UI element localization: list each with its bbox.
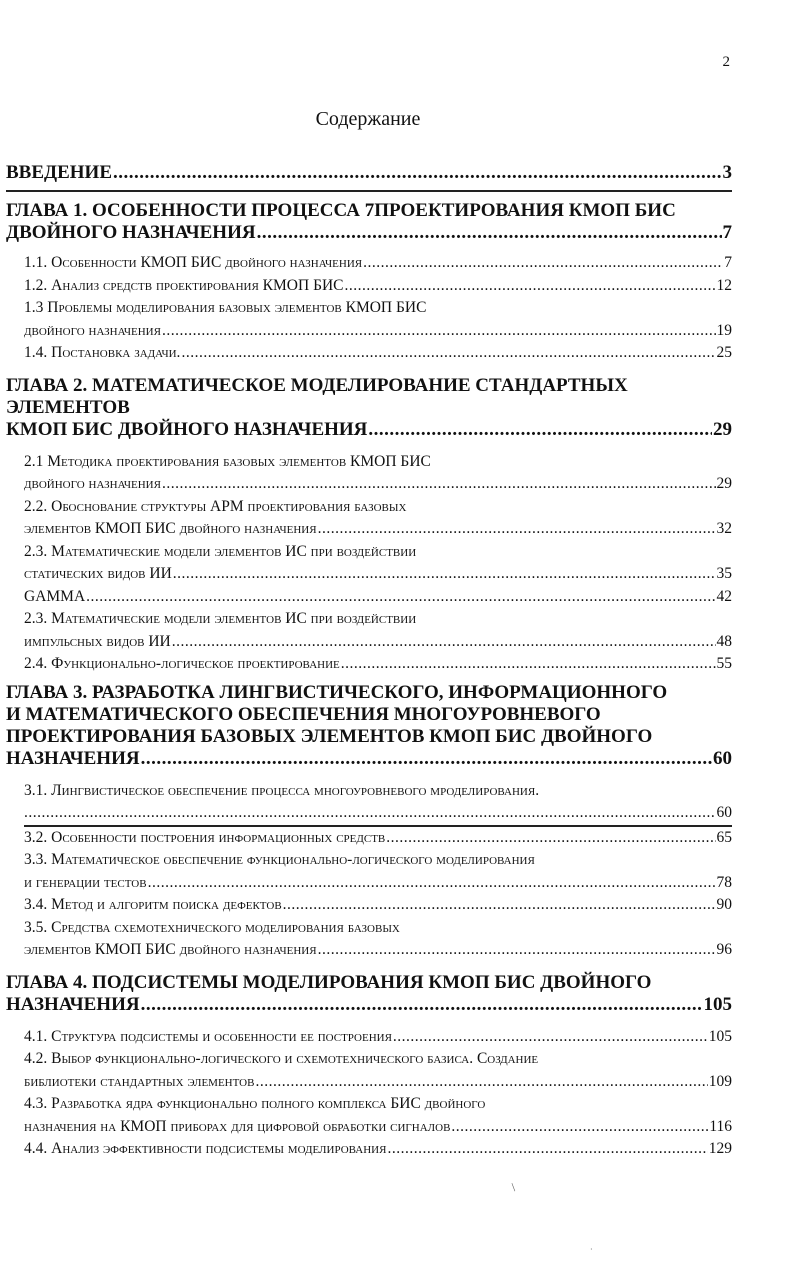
- toc-entry-chapter-1[interactable]: [6, 200, 732, 244]
- toc-entry-title: 2.2. Обоснование структуры АРМ проектирования базовых: [24, 497, 407, 515]
- toc-entry-title-cont: и генерации тестов: [24, 873, 147, 891]
- toc-page-number: 48: [716, 632, 732, 650]
- dot-leader: [393, 1026, 708, 1049]
- toc-entry-title: 1.4. Постановка задачи.: [24, 344, 181, 361]
- scan-mark: ·: [590, 1245, 593, 1254]
- toc-entry-title-cont: ПРОЕКТИРОВАНИЯ БАЗОВЫХ ЭЛЕМЕНТОВ КМОП БИС ДВОЙНОГО: [6, 725, 653, 747]
- dot-leader: [318, 518, 716, 541]
- dot-leader: [257, 222, 722, 244]
- toc-entry-4-4[interactable]: [6, 1138, 732, 1161]
- toc-entry-3-4[interactable]: [6, 894, 732, 917]
- dot-leader: [341, 653, 716, 676]
- toc-entry-introduction[interactable]: [6, 162, 732, 184]
- toc-entry-title: ВВЕДЕНИЕ: [6, 162, 112, 183]
- dot-leader: [368, 419, 712, 441]
- dot-leader: [255, 1071, 707, 1094]
- divider: [6, 190, 732, 192]
- toc-entry-title: ГЛАВА 2. МАТЕМАТИЧЕСКОЕ МОДЕЛИРОВАНИЕ СТАНДАРТНЫХ: [6, 374, 628, 396]
- dot-leader: [162, 320, 716, 343]
- page-number: 2: [722, 54, 730, 70]
- toc-entry-title-cont: элементов КМОП БИС двойного назначения: [24, 520, 317, 537]
- toc-entry-chapter-2[interactable]: [6, 375, 732, 441]
- toc-page-number: 105: [703, 993, 732, 1015]
- dot-leader: [148, 872, 716, 895]
- toc-entry-title: ГЛАВА 3. РАЗРАБОТКА ЛИНГВИСТИЧЕСКОГО, ИНФОРМАЦИОННОГО: [6, 681, 668, 703]
- toc-page-number: 90: [716, 896, 732, 913]
- toc-page-number: 7: [722, 222, 732, 243]
- toc-page-number: 12: [716, 276, 732, 294]
- dot-leader: [86, 586, 715, 609]
- dot-leader: [345, 275, 716, 298]
- toc-page-number: 42: [716, 587, 732, 605]
- toc-page-number: 3: [722, 162, 732, 183]
- toc-entry-title-cont: библиотеки стандартных элементов: [24, 1072, 255, 1090]
- toc-entry-gamma[interactable]: [6, 586, 732, 609]
- toc-entry-title-cont: статических видов ИИ: [24, 565, 172, 582]
- toc-entry-title-cont: назначения на КМОП приборах для цифровой обработки сигналов: [24, 1117, 451, 1135]
- page-title: Содержание: [315, 108, 421, 130]
- toc-entry-title: 3.3. Математическое обеспечение функционально-логического моделирования: [24, 851, 535, 868]
- toc-entry-4-2[interactable]: [6, 1048, 732, 1093]
- toc-entry-4-1[interactable]: [6, 1026, 732, 1049]
- toc-entry-title: 4.4. Анализ эффективности подсистемы моделирования: [24, 1140, 387, 1157]
- toc-entry-title-cont: импульсных видов ИИ: [24, 632, 171, 650]
- toc-entry-2-4[interactable]: [6, 653, 732, 676]
- toc-entry-title: ГЛАВА 1. ОСОБЕННОСТИ ПРОЦЕССА 7ПРОЕКТИРОВАНИЯ КМОП БИС: [6, 200, 676, 221]
- dot-leader: [162, 473, 716, 496]
- toc-entry-title-cont: КМОП БИС ДВОЙНОГО НАЗНАЧЕНИЯ: [6, 418, 368, 440]
- toc-entry-3-3[interactable]: [6, 849, 732, 894]
- toc-entry-title: 3.1. Лингвистическое обеспечение процесса многоуровневого мроделирования.: [24, 781, 540, 799]
- toc-entry-title-cont: ЭЛЕМЕНТОВ: [6, 396, 130, 418]
- toc-entry-title-cont: двойного назначения: [24, 475, 161, 492]
- toc-entry-title: 4.2. Выбор функционально-логического и схемотехнического базиса. Создание: [24, 1050, 539, 1067]
- toc-entry-title: 3.5. Средства схемотехнического моделирования базовых: [24, 918, 400, 936]
- toc-entry-title: 1.2. Анализ средств проектирования КМОП БИС: [24, 276, 344, 294]
- toc-entry-2-3-static[interactable]: [6, 541, 732, 586]
- toc-entry-3-5[interactable]: [6, 917, 732, 962]
- toc-entry-title: 2.3. Математические модели элементов ИС при воздействии: [24, 610, 417, 627]
- toc-page-number: 19: [716, 321, 732, 339]
- toc-entry-title-cont: И МАТЕМАТИЧЕСКОГО ОБЕСПЕЧЕНИЯ МНОГОУРОВНЕВОГО: [6, 703, 601, 725]
- toc-entry-2-3-pulse[interactable]: [6, 608, 732, 653]
- toc-entry-chapter-4[interactable]: [6, 972, 732, 1016]
- toc-page-number: 29: [713, 418, 732, 440]
- toc-entry-title-cont: ДВОЙНОГО НАЗНАЧЕНИЯ: [6, 222, 256, 243]
- toc-page-number: 96: [716, 941, 732, 958]
- toc-entry-1-3[interactable]: [6, 297, 732, 342]
- toc-entry-4-3[interactable]: [6, 1093, 732, 1138]
- toc-entry-1-4[interactable]: [6, 342, 732, 365]
- dot-leader: [451, 1116, 708, 1139]
- toc-page-number: 105: [708, 1027, 732, 1045]
- toc-entry-title: 1.3 Проблемы моделирования базовых элементов КМОП БИС: [24, 299, 427, 316]
- toc-entry-title: 1.1. Особенности КМОП БИС двойного назначения: [24, 254, 363, 271]
- dot-leader: [318, 939, 716, 962]
- dot-leader: [181, 342, 715, 365]
- dot-leader: [141, 994, 703, 1016]
- dot-leader: [386, 827, 715, 850]
- toc-page-number: 32: [716, 520, 732, 537]
- toc-entry-2-1[interactable]: [6, 451, 732, 496]
- toc-page-number: 109: [708, 1072, 732, 1090]
- dot-leader: [283, 894, 716, 917]
- toc-page-number: 116: [709, 1117, 732, 1135]
- toc-page-number: 60: [716, 804, 732, 821]
- toc-page-number: 29: [716, 475, 732, 492]
- toc-entry-3-1[interactable]: [6, 780, 732, 825]
- toc-entry-title: GAMMA: [24, 587, 86, 605]
- toc-entry-title: 2.3. Математические модели элементов ИС при воздействии: [24, 542, 417, 560]
- toc-page-number: 25: [716, 344, 732, 361]
- toc-entry-1-1[interactable]: [6, 252, 732, 275]
- toc-entry-title: 2.1 Методика проектирования базовых элементов КМОП БИС: [24, 452, 431, 470]
- toc-page-number: 78: [716, 873, 732, 891]
- dot-leader: [173, 563, 716, 586]
- toc-entry-title: 3.4. Метод и алгоритм поиска дефектов: [24, 896, 282, 913]
- toc-entry-chapter-3[interactable]: [6, 682, 732, 770]
- table-of-contents: [6, 162, 732, 1161]
- dot-leader: [24, 802, 716, 825]
- toc-page-number: 7: [724, 254, 732, 271]
- toc-entry-title-cont: НАЗНАЧЕНИЯ: [6, 993, 140, 1015]
- toc-entry-title: 4.1. Структура подсистемы и особенности ее построения: [24, 1027, 392, 1045]
- toc-entry-2-2[interactable]: [6, 496, 732, 541]
- toc-page-number: 60: [713, 747, 732, 769]
- toc-entry-title: 3.2. Особенности построения информационных средств: [24, 828, 386, 846]
- dot-leader: [113, 162, 722, 184]
- toc-entry-title: ГЛАВА 4. ПОДСИСТЕМЫ МОДЕЛИРОВАНИЯ КМОП БИС ДВОЙНОГО: [6, 971, 652, 993]
- dot-leader: [363, 252, 723, 275]
- toc-page-number: 55: [716, 655, 732, 672]
- toc-entry-1-2[interactable]: [6, 275, 732, 298]
- dot-leader: [172, 631, 716, 654]
- toc-entry-title: 2.4. Функционально-логическое проектирование: [24, 655, 340, 672]
- toc-entry-title-cont: двойного назначения: [24, 321, 161, 339]
- toc-page-number: 65: [716, 828, 732, 846]
- toc-page-number: 129: [708, 1140, 732, 1157]
- scan-mark: /: [507, 1180, 520, 1194]
- toc-entry-3-2[interactable]: [6, 827, 732, 850]
- toc-page-number: 35: [716, 565, 732, 582]
- dot-leader: [141, 748, 712, 770]
- dot-leader: [387, 1138, 707, 1161]
- toc-entry-title: 4.3. Разработка ядра функционально полного комплекса БИС двойного: [24, 1095, 486, 1112]
- toc-entry-title-cont: НАЗНАЧЕНИЯ: [6, 747, 140, 769]
- toc-entry-title-cont: элементов КМОП БИС двойного назначения: [24, 941, 317, 958]
